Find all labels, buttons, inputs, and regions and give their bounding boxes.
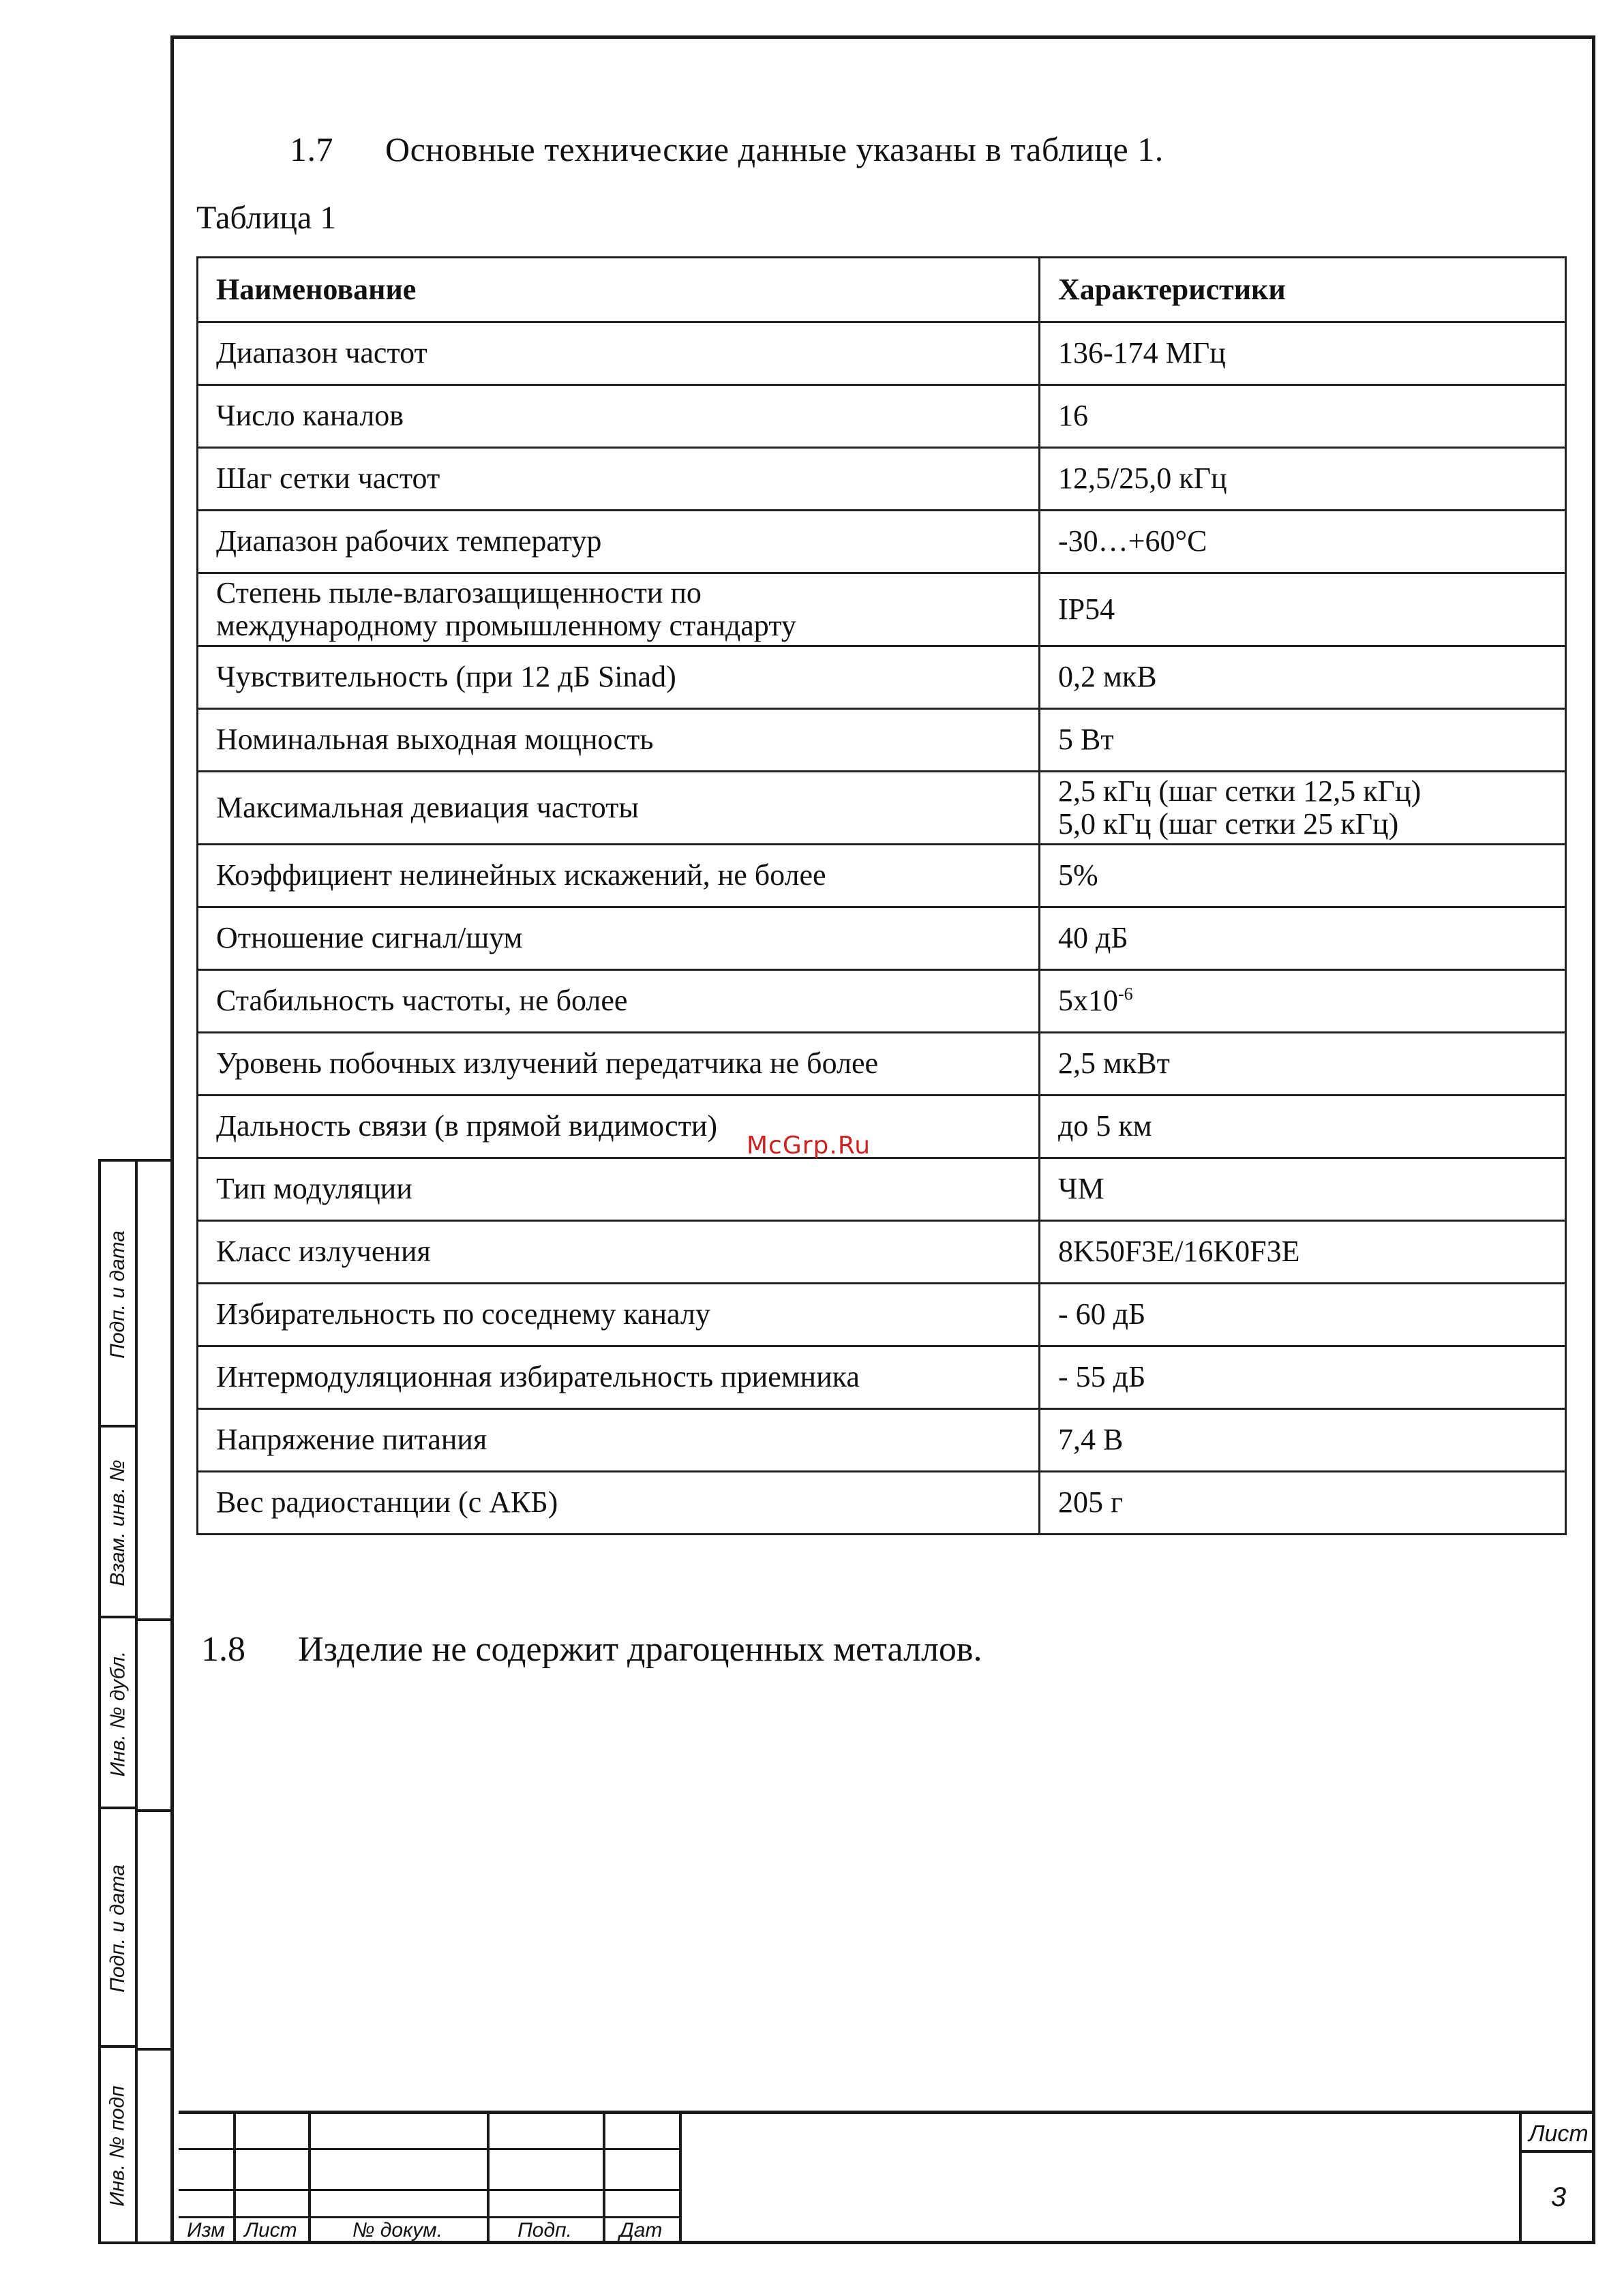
table-caption: Таблица 1 (196, 200, 337, 236)
row-name: Номинальная выходная мощность (198, 709, 1040, 772)
row-value (1040, 772, 1566, 845)
table-row (198, 1158, 1566, 1221)
table-row (198, 1284, 1566, 1346)
table-row (198, 448, 1566, 511)
value-exponent: -6 (1118, 984, 1133, 1004)
row-value: 40 дБ (1040, 907, 1566, 970)
table-row (198, 573, 1566, 646)
side-label-podp-data: Подп. и дата (106, 1230, 129, 1359)
row-name: Шаг сетки частот (198, 448, 1040, 511)
row-value: 2,5 мкВт (1040, 1033, 1566, 1096)
watermark: McGrp.Ru (747, 1132, 871, 1160)
row-name-line: международному промышленному стандарту (216, 609, 796, 642)
row-name (198, 573, 1040, 646)
side-strip-divider (135, 1162, 138, 2241)
side-label-inv-podp: Инв. № подп (106, 2085, 130, 2207)
table-row (198, 1409, 1566, 1472)
row-value (1040, 970, 1566, 1033)
section-text: Основные технические данные указаны в таблице 1. (385, 130, 1164, 168)
row-value: -30…+60°С (1040, 511, 1566, 573)
tb-label-doc: № докум. (352, 2219, 443, 2241)
tb-label-podp: Подп. (517, 2219, 572, 2241)
table-row (198, 1472, 1566, 1535)
row-name: Тип модуляции (198, 1158, 1040, 1221)
tb-label-izm: Изм (187, 2219, 225, 2241)
side-label-vzam-inv: Взам. инв. № (106, 1460, 129, 1586)
section-number: 1.8 (201, 1630, 245, 1669)
table-row (198, 907, 1566, 970)
row-value: ЧМ (1040, 1158, 1566, 1221)
section-text: Изделие не содержит драгоценных металлов. (298, 1630, 982, 1669)
tb-label-list: Лист (244, 2219, 297, 2241)
table-row (198, 1221, 1566, 1284)
table-row (198, 322, 1566, 385)
row-name: Напряжение питания (198, 1409, 1040, 1472)
header-value: Характеристики (1040, 258, 1566, 322)
row-name: Диапазон частот (198, 322, 1040, 385)
row-name: Интермодуляционная избирательность приемника (198, 1346, 1040, 1409)
row-name: Уровень побочных излучений передатчика не более (198, 1033, 1040, 1096)
row-name: Диапазон рабочих температур (198, 511, 1040, 573)
row-value: 136-174 МГц (1040, 322, 1566, 385)
row-name: Коэффициент нелинейных искажений, не более (198, 845, 1040, 907)
table-row (198, 709, 1566, 772)
side-right-divider (138, 1809, 173, 1812)
value-base: 5x10 (1058, 984, 1118, 1018)
row-value: до 5 км (1040, 1096, 1566, 1158)
row-name: Класс излучения (198, 1221, 1040, 1284)
section-number: 1.7 (290, 130, 333, 168)
row-value: 7,4 В (1040, 1409, 1566, 1472)
side-label-podp-data-2: Подп. и дата (106, 1864, 129, 1993)
section-1-7 (290, 130, 1164, 169)
row-name: Чувствительность (при 12 дБ Sinad) (198, 646, 1040, 709)
tb-row-line (179, 2148, 679, 2150)
row-value: 0,2 мкВ (1040, 646, 1566, 709)
table-row (198, 646, 1566, 709)
specs-table (196, 256, 1567, 1535)
side-strip (98, 1159, 170, 2244)
row-value: 205 г (1040, 1472, 1566, 1535)
row-value: - 60 дБ (1040, 1284, 1566, 1346)
table-row (198, 1033, 1566, 1096)
side-cell (101, 1618, 135, 1809)
row-name-line: Степень пыле-влагозащищенности по (216, 575, 702, 609)
table-row (198, 970, 1566, 1033)
sheet-number: 3 (1550, 2181, 1567, 2212)
title-block (179, 2111, 1595, 2244)
row-value: IP54 (1040, 573, 1566, 646)
tb-row-line (179, 2189, 679, 2191)
side-right-divider (138, 1618, 173, 1621)
tb-row-line (179, 2216, 679, 2218)
sheet-box (1519, 2111, 1595, 2244)
table-row (198, 772, 1566, 845)
side-cell (101, 1428, 135, 1618)
side-label-inv-dubl: Инв. № дубл. (106, 1650, 129, 1777)
row-name: Избирательность по соседнему каналу (198, 1284, 1040, 1346)
row-value: 5 Вт (1040, 709, 1566, 772)
tb-label-dat: Дат (619, 2219, 663, 2241)
side-cell (101, 1809, 135, 2048)
row-name: Вес радиостанции (с АКБ) (198, 1472, 1040, 1535)
side-right-divider (138, 2048, 173, 2051)
table-row (198, 385, 1566, 448)
table-header-row (198, 258, 1566, 322)
table-row (198, 511, 1566, 573)
sheet-label: Лист (1522, 2111, 1595, 2153)
side-cell (101, 1162, 135, 1428)
row-value: 12,5/25,0 кГц (1040, 448, 1566, 511)
table-row (198, 1346, 1566, 1409)
row-value: - 55 дБ (1040, 1346, 1566, 1409)
row-name: Число каналов (198, 385, 1040, 448)
row-name: Отношение сигнал/шум (198, 907, 1040, 970)
row-value: 16 (1040, 385, 1566, 448)
row-value: 5% (1040, 845, 1566, 907)
row-name: Максимальная девиация частоты (198, 772, 1040, 845)
row-value-line: 5,0 кГц (шаг сетки 25 кГц) (1058, 807, 1399, 841)
table-row (198, 845, 1566, 907)
table-row (198, 1096, 1566, 1158)
header-name: Наименование (198, 258, 1040, 322)
section-1-8 (201, 1629, 982, 1670)
row-name: Дальность связи (в прямой видимости) (198, 1096, 1040, 1158)
row-value-line: 2,5 кГц (шаг сетки 12,5 кГц) (1058, 774, 1422, 808)
row-value: 8K50F3E/16K0F3E (1040, 1221, 1566, 1284)
row-name: Стабильность частоты, не более (198, 970, 1040, 1033)
